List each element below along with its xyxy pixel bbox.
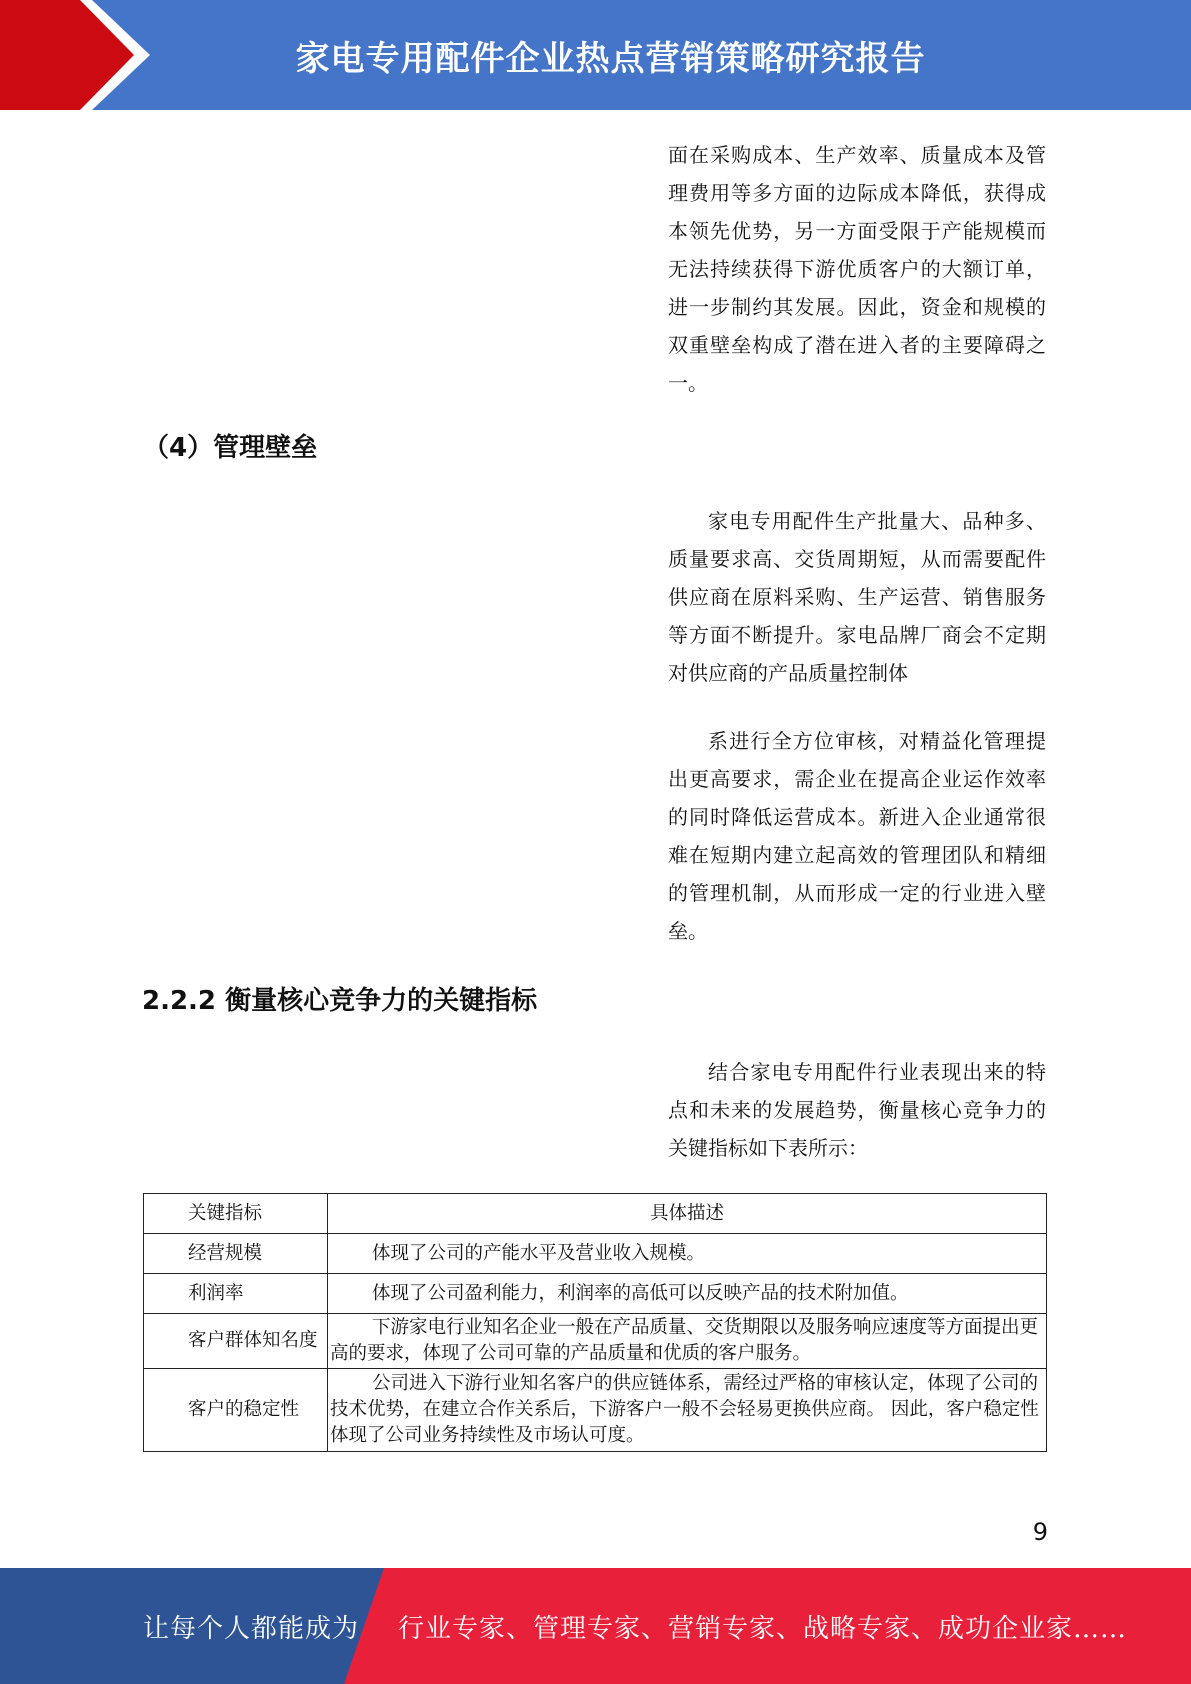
page-footer [0,1568,1191,1684]
paragraph-management-2: 系进行全方位审核，对精益化管理提出更高要求，需企业在提高企业运作效率的同时降低运营成本。新进入企业通常很难在短期内建立起高效的管理团队和精细的管理机制，从而形成一定的行业进入壁垒。 [668,729,1046,943]
table-cell-indicator: 利润率 [144,1274,328,1314]
paragraph-kpi-intro: 结合家电专用配件行业表现出来的特点和未来的发展趋势，衡量核心竞争力的关键指标如下表所示： [668,1060,1046,1160]
paragraph-management-1: 家电专用配件生产批量大、品种多、质量要求高、交货周期短，从而需要配件供应商在原料采购、生产运营、销售服务等方面不断提升。家电品牌厂商会不定期对供应商的产品质量控制体 [668,509,1046,685]
page-number: 9 [1032,1518,1048,1546]
table-row [144,1274,1047,1314]
heading-kpi-section: 2.2.2 衡量核心竞争力的关键指标 [142,986,538,1016]
table-header-indicator: 关键指标 [144,1194,328,1234]
table-header-row [144,1194,1047,1234]
table-cell-description: 公司进入下游行业知名客户的供应链体系，需经过严格的审核认定，体现了公司的技术优势，在建立合作关系后，下游客户一般不会轻易更换供应商。 因此，客户稳定性体现了公司业务持续性及市场认可度。 [328,1369,1047,1452]
table-cell-description: 体现了公司的产能水平及营业收入规模。 [328,1234,1047,1274]
table-header-description: 具体描述 [328,1194,1047,1234]
header-chevron-decoration [0,0,150,110]
paragraph-continuation: 面在采购成本、生产效率、质量成本及管理费用等多方面的边际成本降低，获得成本领先优势，另一方面受限于产能规模而无法持续获得下游优质客户的大额订单，进一步制约其发展。因此，资金和规模的双重壁垒构成了潜在进入者的主要障碍之一。 [668,143,1046,395]
table-cell-indicator: 经营规模 [144,1234,328,1274]
table-row [144,1314,1047,1369]
page-header [0,0,1191,110]
table-row [144,1234,1047,1274]
kpi-table [143,1193,1047,1452]
table-cell-description: 下游家电行业知名企业一般在产品质量、交货期限以及服务响应速度等方面提出更高的要求，体现了公司可靠的产品质量和优质的客户服务。 [328,1314,1047,1369]
heading-management-barrier: （4）管理壁垒 [143,433,318,463]
table-cell-description: 体现了公司盈利能力，利润率的高低可以反映产品的技术附加值。 [328,1274,1047,1314]
table-cell-indicator: 客户群体知名度 [144,1314,328,1369]
table-cell-indicator: 客户的稳定性 [144,1369,328,1452]
footer-slogan-left: 让每个人都能成为 [143,1613,360,1644]
table-row [144,1369,1047,1452]
footer-slogan-right: 行业专家、管理专家、营销专家、战略专家、成功企业家…… [398,1613,1128,1644]
report-title: 家电专用配件企业热点营销策略研究报告 [295,38,926,79]
